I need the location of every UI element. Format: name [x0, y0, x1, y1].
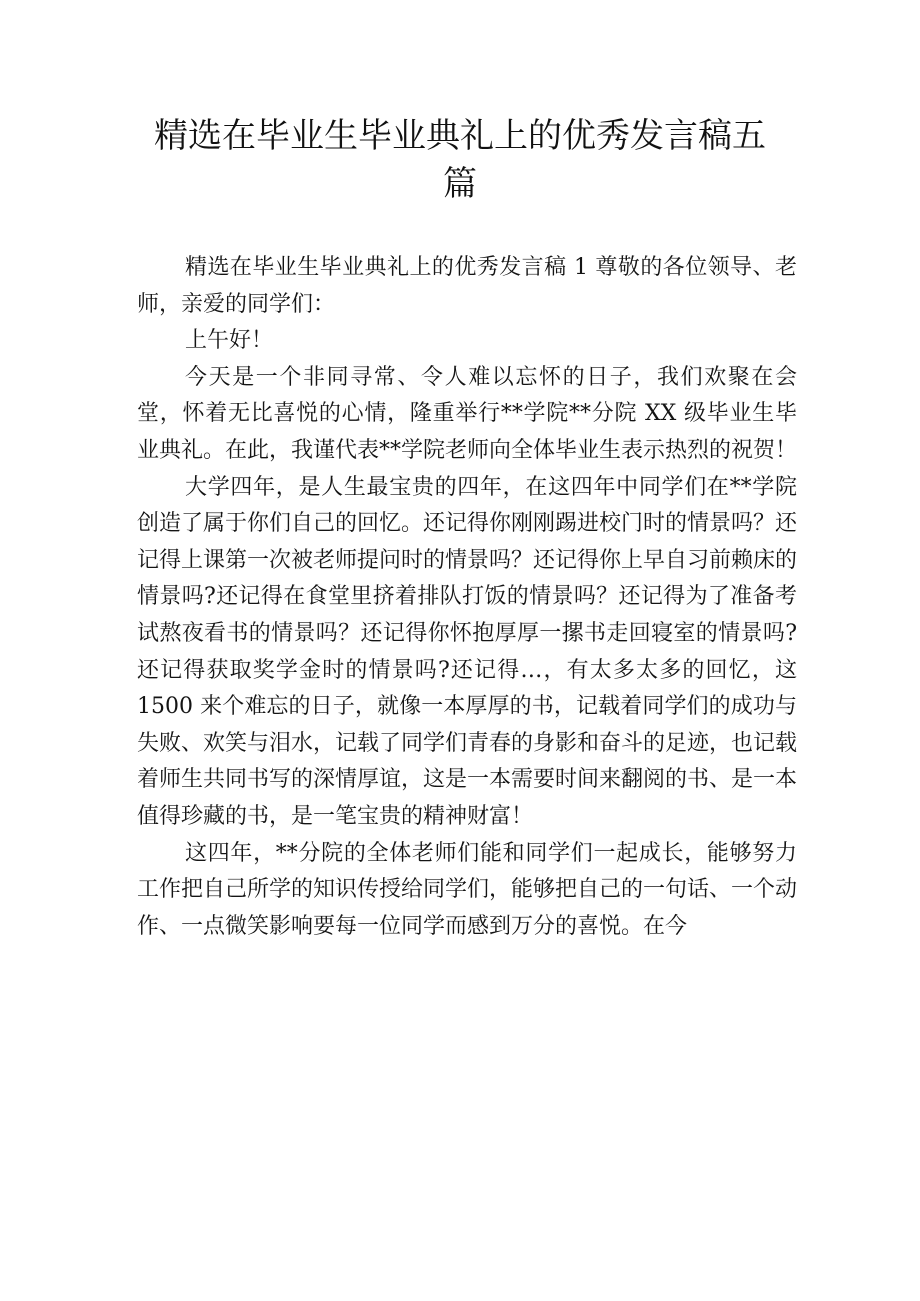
document-body: [137, 250, 797, 945]
paragraph-memories: 大学四年，是人生最宝贵的四年，在这四年中同学们在**学院创造了属于你们自己的回忆。还记得你刚刚踢进校门时的情景吗？还记得上课第一次被老师提问时的情景吗？还记得你上早自习前赖床的情景吗?还记得在食堂里挤着排队打饭的情景吗？还记得为了准备考试熬夜看书的情景吗？还记得你怀抱厚厚一摞书走回寝室的情景吗?还记得获取奖学金时的情景吗?还记得…，有太多太多的回忆，这 1500 来个难忘的日子，就像一本厚厚的书，记载着同学们的成功与失败、欢笑与泪水，记载了同学们青春的身影和奋斗的足迹，也记载着师生共同书写的深情厚谊，这是一本需要时间来翻阅的书、是一本值得珍藏的书，是一笔宝贵的精神财富！: [137, 474, 798, 829]
paragraph-greeting: 上午好！: [185, 328, 274, 354]
document-title: [0, 112, 920, 208]
paragraph-salutation: 精选在毕业生毕业典礼上的优秀发言稿 1 尊敬的各位领导、老师，亲爱的同学们：: [137, 255, 797, 317]
document-title-line-1: 精选在毕业生毕业典礼上的优秀发言稿五: [154, 116, 766, 156]
document-title-line-2: 篇: [443, 164, 477, 204]
paragraph-teachers: 这四年，**分院的全体老师们能和同学们一起成长，能够努力工作把自己所学的知识传授给同学们，能够把自己的一句话、一个动作、一点微笑影响要每一位同学而感到万分的喜悦。在今: [137, 840, 798, 939]
paragraph-opening: 今天是一个非同寻常、令人难以忘怀的日子，我们欢聚在会堂，怀着无比喜悦的心情，隆重举行**学院**分院 XX 级毕业生毕业典礼。在此，我谨代表**学院老师向全体毕业生表示热烈的祝贺！: [137, 364, 798, 463]
